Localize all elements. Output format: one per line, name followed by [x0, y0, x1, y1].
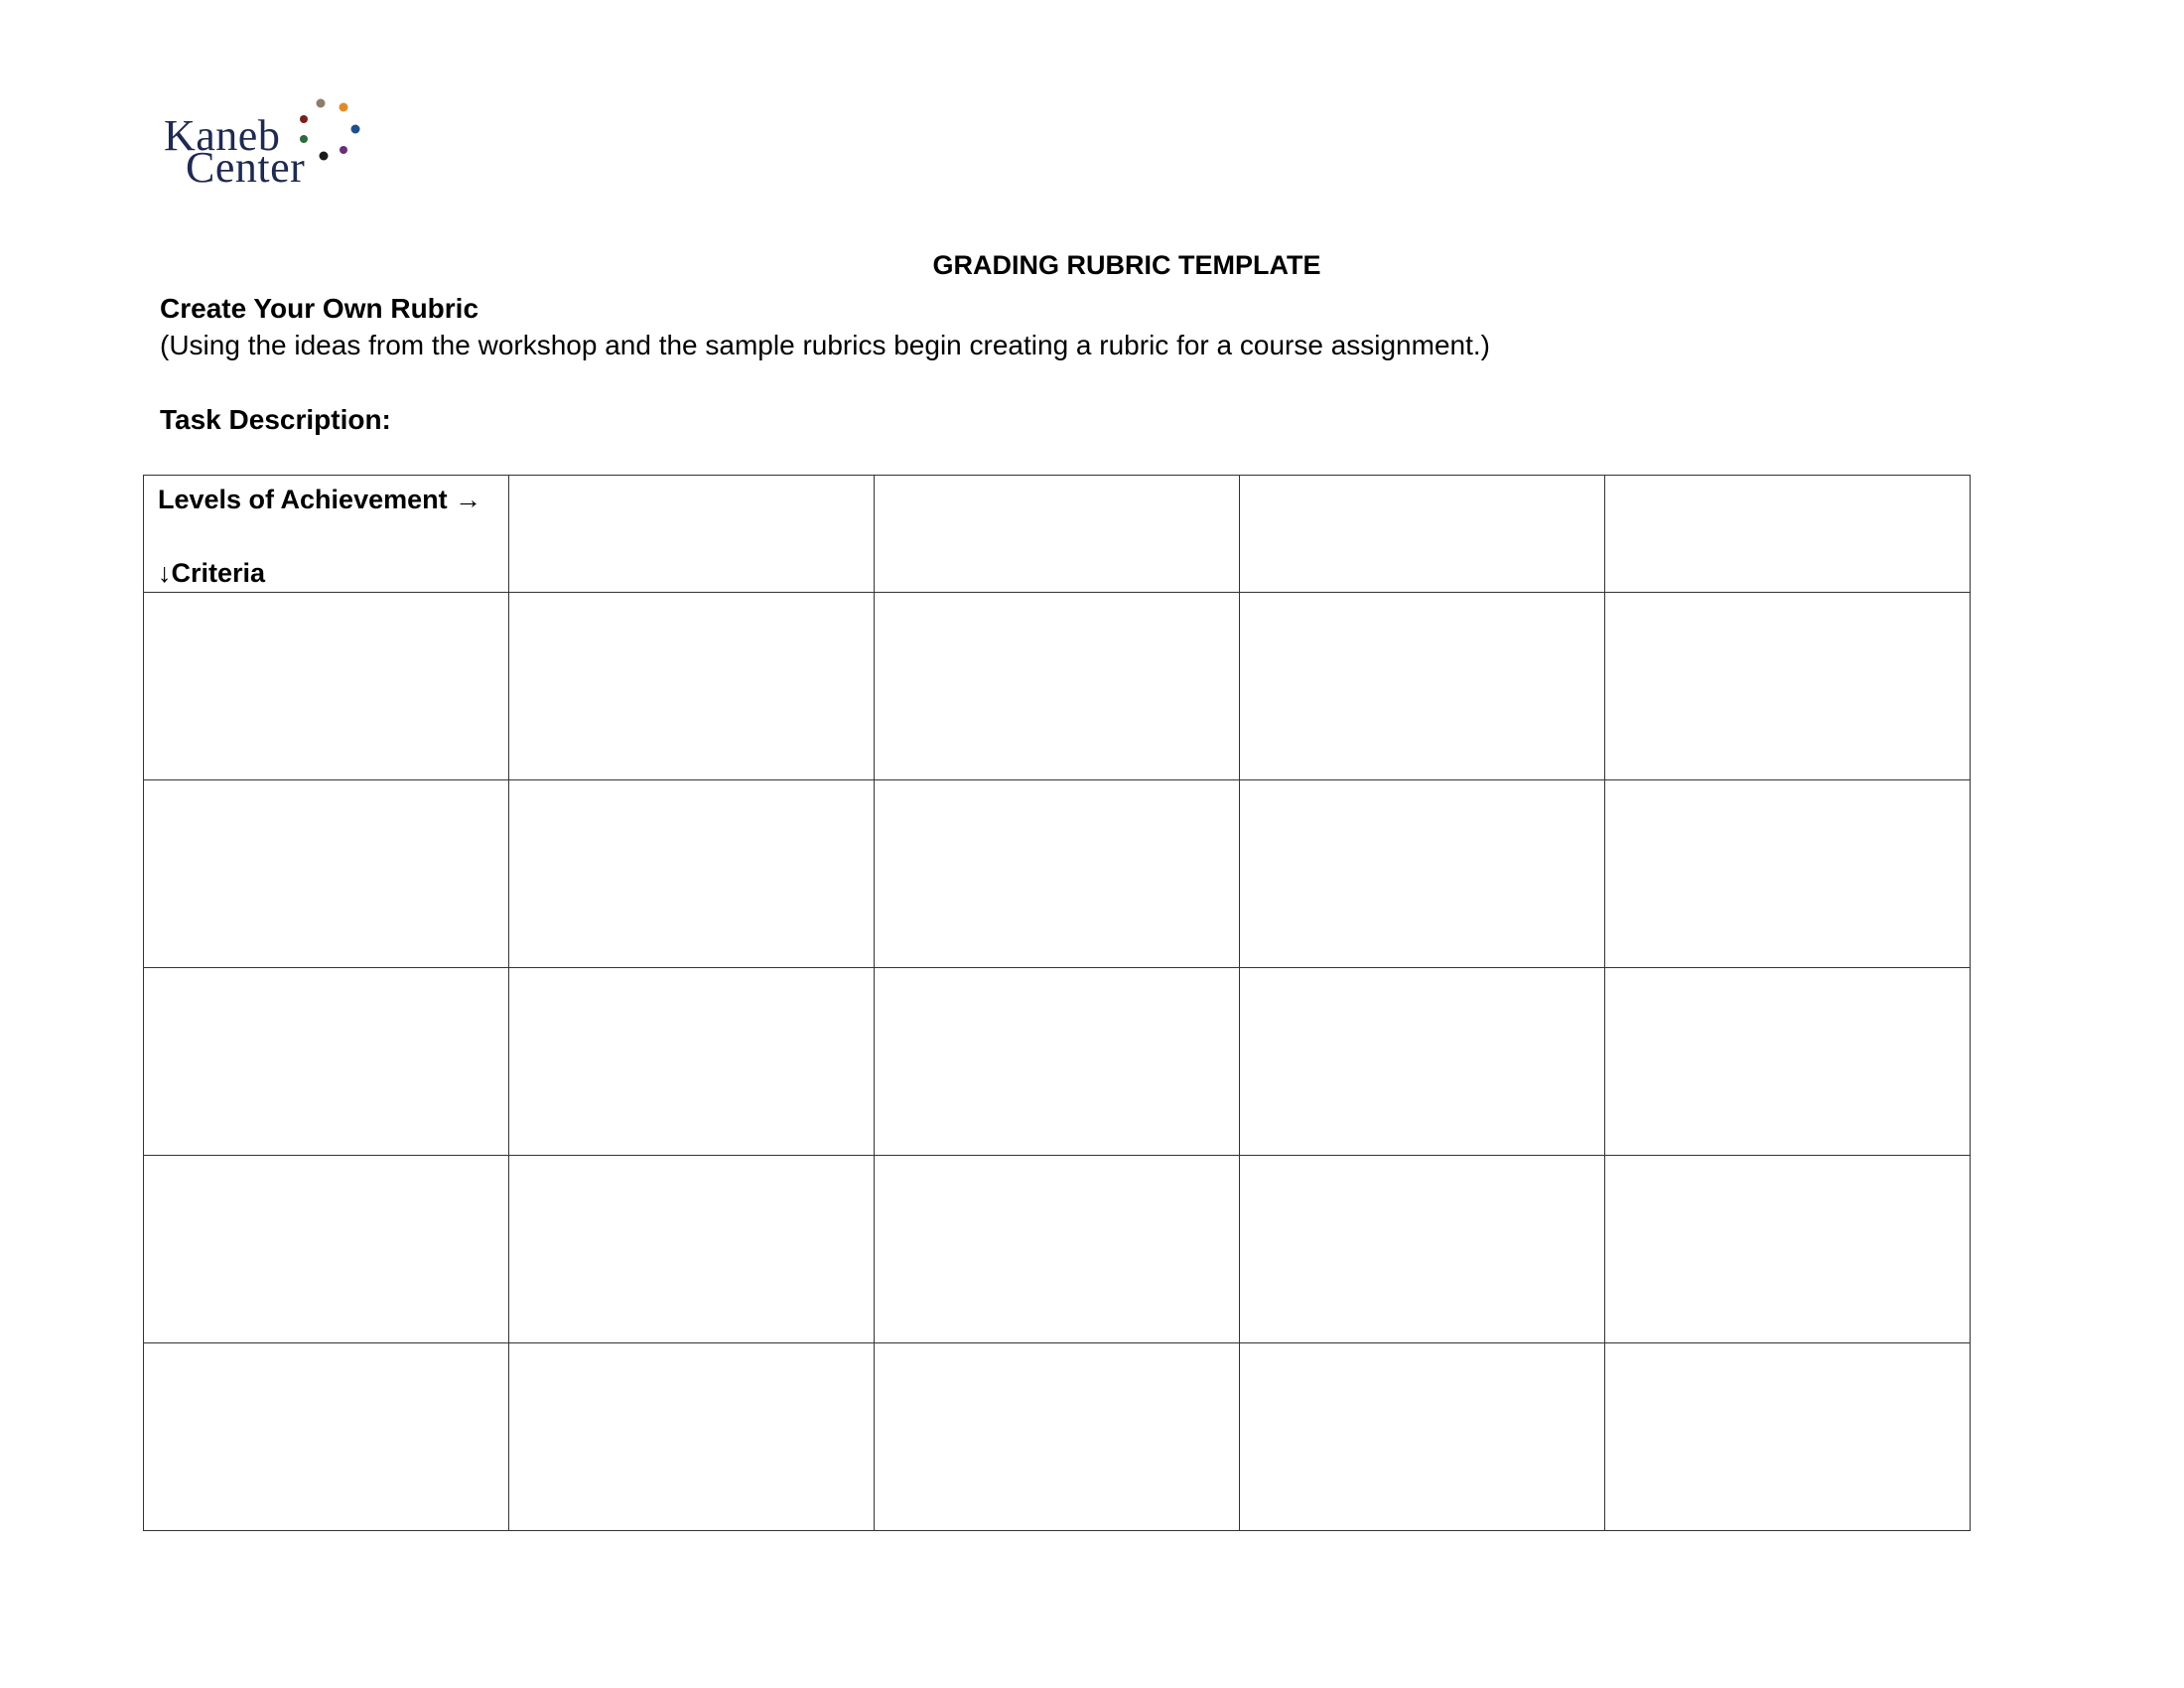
criteria-cell[interactable]	[144, 593, 509, 780]
rubric-row	[144, 1343, 1971, 1531]
rubric-header-row	[144, 476, 1971, 593]
rubric-row	[144, 593, 1971, 780]
rubric-cell[interactable]	[509, 1343, 875, 1531]
rubric-cell[interactable]	[1605, 780, 1971, 968]
page-title: GRADING RUBRIC TEMPLATE	[932, 250, 1321, 280]
rubric-table	[143, 475, 1971, 1531]
rubric-cell[interactable]	[1240, 593, 1605, 780]
level-header-cell[interactable]	[1605, 476, 1971, 593]
logo-dot	[340, 146, 347, 154]
rubric-cell[interactable]	[509, 780, 875, 968]
rubric-corner-cell	[144, 476, 509, 593]
rubric-cell[interactable]	[1605, 1156, 1971, 1343]
kaneb-center-logo	[164, 94, 372, 199]
level-header-cell[interactable]	[509, 476, 875, 593]
rubric-cell[interactable]	[875, 593, 1240, 780]
rubric-cell[interactable]	[875, 1343, 1240, 1531]
rubric-cell[interactable]	[875, 780, 1240, 968]
task-description-label: Task Description:	[160, 404, 391, 435]
rubric-cell[interactable]	[875, 1156, 1240, 1343]
rubric-cell[interactable]	[509, 968, 875, 1156]
rubric-cell[interactable]	[509, 1156, 875, 1343]
logo-dot	[300, 135, 308, 143]
level-header-cell[interactable]	[1240, 476, 1605, 593]
rubric-cell[interactable]	[1240, 968, 1605, 1156]
rubric-cell[interactable]	[1605, 1343, 1971, 1531]
logo-dot	[340, 103, 348, 112]
logo-dot	[351, 125, 360, 134]
rubric-cell[interactable]	[1240, 780, 1605, 968]
logo-word-kaneb: Kaneb	[164, 111, 281, 160]
criteria-cell[interactable]	[144, 780, 509, 968]
logo-dot	[317, 99, 326, 108]
criteria-label: ↓Criteria	[158, 558, 266, 588]
rubric-cell[interactable]	[509, 593, 875, 780]
logo-word-center: Center	[186, 143, 306, 192]
instructions-text: (Using the ideas from the workshop and the sample rubrics begin creating a rubric for a course assignment.)	[160, 330, 1490, 360]
criteria-cell[interactable]	[144, 1343, 509, 1531]
criteria-cell[interactable]	[144, 1156, 509, 1343]
criteria-cell[interactable]	[144, 968, 509, 1156]
section-heading: Create Your Own Rubric	[160, 293, 479, 324]
rubric-cell[interactable]	[1240, 1343, 1605, 1531]
levels-of-achievement-label: Levels of Achievement →	[158, 485, 482, 514]
logo-dot	[300, 115, 308, 123]
rubric-cell[interactable]	[1240, 1156, 1605, 1343]
rubric-row	[144, 1156, 1971, 1343]
rubric-cell[interactable]	[875, 968, 1240, 1156]
rubric-row	[144, 780, 1971, 968]
rubric-cell[interactable]	[1605, 968, 1971, 1156]
level-header-cell[interactable]	[875, 476, 1240, 593]
rubric-row	[144, 968, 1971, 1156]
logo-dot	[320, 152, 329, 161]
rubric-cell[interactable]	[1605, 593, 1971, 780]
